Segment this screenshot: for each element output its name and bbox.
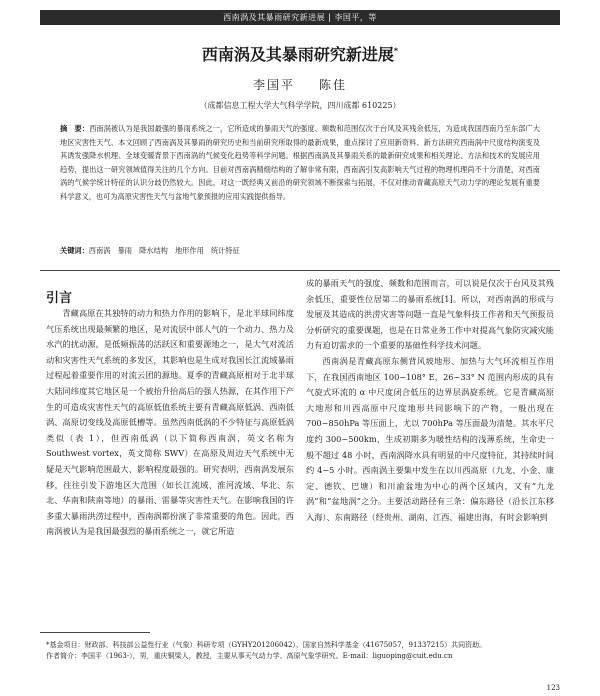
author-name: 陈佳 xyxy=(319,78,348,92)
running-header xyxy=(40,10,560,25)
page-number: 123 xyxy=(546,684,560,692)
author-list xyxy=(0,76,600,93)
keywords-label: 关键词： xyxy=(60,246,89,255)
body-paragraph: 青藏高原在其独特的动力和热力作用的影响下，是北半球同纬度气压系统出现最频繁的地区，是对流层中部人气的一个动力、热力及水汽的扰动源，是低频振荡的活跃区和重要源地之一，是大气对流活动和灾害性天气系统的多发区，其影响也是生成对我国长江流域暴雨过程起着重要作用的对流云团的源地。夏季的青藏高原相对于北半球大陆同纬度其它地区是一个被抬升抬高后的强人热源，在其作用下产生的可造成灾害性天气的高原低值系统主要有青藏高原低涡、西南低涡、高原切变线及高原低槽等。虽然西南低涡的不少特征与高原低涡类似（表 1），但西南低涡（以下简称西南涡，英文名称为 Southwest vortex，英文简称 SWV）在高原及周边天气系统中无疑是天气影响范围最大、影响程度最强的。研究表明，西南涡发展东移，往往引发下游地区大范围（如长江流域、淮河流域、华北、东北、华南和陕南等地）的暴雨、雷暴等灾害性天气。在影响我国的许多重大暴雨洪涝过程中，西南涡都扮演了非常重要的角色。因此，西南涡被认为是我国最强烈的暴雨系统之一，就它所造 xyxy=(46,308,294,537)
abstract-label: 摘 要： xyxy=(60,124,90,133)
keywords-items: 西南涡 暴雨 降水结构 地形作用 统计特征 xyxy=(88,246,240,255)
section-heading: 引言 xyxy=(46,291,73,306)
keywords xyxy=(60,246,540,256)
author-footnote: 作者简介：李国平（1963-），男，重庆铜梁人，教授，主要从事天气动力学、高原气象学研究。E-mail：liguoping@cuit.edu.cn xyxy=(46,652,453,660)
abstract xyxy=(60,122,540,204)
footnotes xyxy=(46,640,556,662)
paper-title xyxy=(0,42,600,65)
paper-title-text: 西南涡及其暴雨研究新进展 xyxy=(201,45,394,64)
footnote-divider xyxy=(40,632,150,633)
fund-footnote: *基金项目：财政部、科技部公益性行业（气象）科研专项（GYHY201206042）、国家自然科学基金（41675057，91337215）共同资助。 xyxy=(46,641,487,649)
title-footnote-mark: * xyxy=(393,46,399,56)
left-column xyxy=(46,306,294,540)
author-name: 李国平 xyxy=(252,78,295,92)
affiliation: （成都信息工程大学大气科学学院，四川成都 610225） xyxy=(199,101,401,110)
section-divider xyxy=(40,270,560,271)
body-paragraph: 西南涡是青藏高原东侧背风坡地形、加热与大气环流相互作用下，在我国西南地区 100~108° E，26~33° N 范围内形成的具有气旋式环流的 α 中尺度闭合低压的边界层涡旋系统。它是青藏高原大地形和川西高原中尺度地形共同影响下的产物，一般出现在 700~850hPa 等压面上，尤以 700hPa 等压面最为清楚。其水平尺度约 300~500km，生成初期多为暖性结构的浅薄系统，生命史一般不超过 48 小时，西南涡降水具有明显的中尺度特征，其持续时间约 4~5 小时。西南涡主要集中发生在以川西高原（九龙、小金、康定、德钦、巴塘）和川渝盆地为中心的两个区域内，又有“九龙涡”和“盆地涡”之分。主要活动路径有三条：偏东路径（沿长江东移入海）、东南路径（经贵州、湖南、江西、福建出海，有时会影响到 xyxy=(306,355,554,522)
body-paragraph: 成的暴雨天气的强度、频数和范围而言，可以说是仅次于台风及其残余低压，重要性位居第二的暴雨系统[1]。所以，对西南涡的形成与发展及其造成的洪涝灾害等问题一直是气象科技工作者和天气预报员分析研究的重要课题，也是在日常业务工作中对提高气象防灾减灾能力有迫切需求的一个重要的基础性科学技术问题。 xyxy=(306,278,554,351)
running-title: 西南涡及其暴雨研究新进展 | 李国平，等 xyxy=(223,13,377,22)
right-column xyxy=(306,276,554,526)
abstract-text: 西南涡被认为是我国最强的暴雨系统之一，它所造成的暴雨天气的强度、频数和范围仅次于台风及其残余低压，为造成我国西南乃至东部广大地区灾害性天气、本文回顾了西南涡及其暴雨的研究历史和当前研究所取得的最新成果，重点探讨了应用新资料、新方法研究西南涡中尺度结构演变及其诱发强降水机理、全球变暖背景下西南涡的气候变化趋势等科学问题。根据西南涡及其暴雨关系的最新研究成果和相关理论、方法和技术的发展应用趋势，提出这一研究领域值得关注的几个方向。目前对西南涡精细结构的了解非常有限，西南涡引发高影响天气过程的物理机理尚不十分清楚，对西南涡的气候学统计特征的认识分歧仍然较大。因此，对这一既经典又前沿的研究领域不断探索与拓展，不仅对推动青藏高原天气动力学的理论发展有重要科学意义，也可为高原灾害性天气与盆地气象预报的应用实践提供指导。 xyxy=(60,124,540,201)
